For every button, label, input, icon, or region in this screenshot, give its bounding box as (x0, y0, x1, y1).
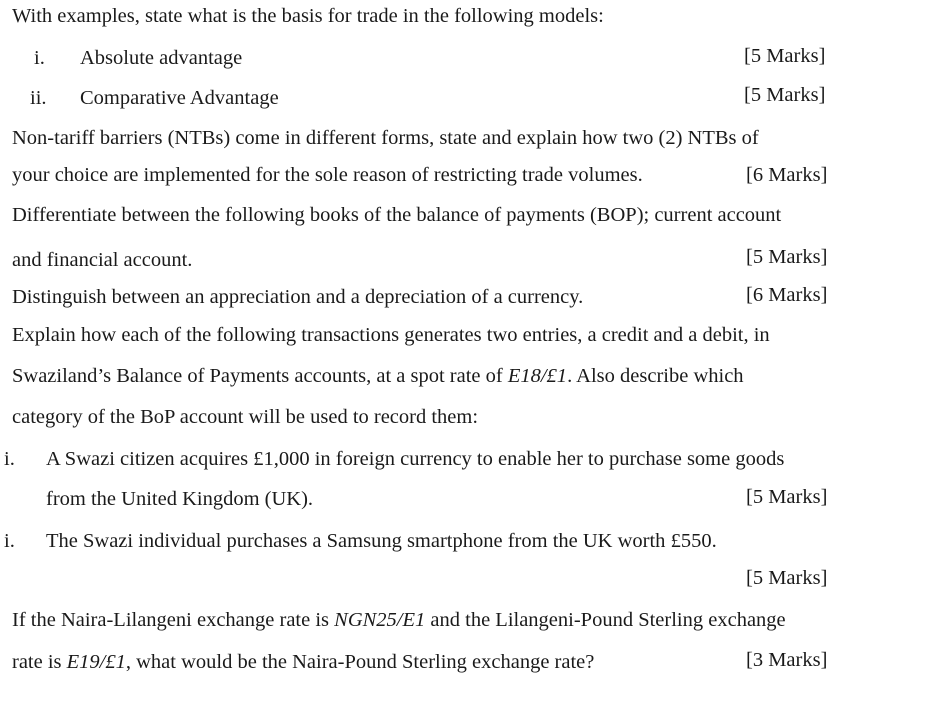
marks-label: [3 Marks] (746, 649, 828, 671)
sub-item-number: i. (4, 530, 15, 552)
sub-item-number: i. (34, 47, 45, 69)
sub-item-number: ii. (30, 87, 47, 109)
sub-item-text: Absolute advantage (80, 47, 243, 69)
marks-label: [5 Marks] (746, 486, 828, 508)
question-text: category of the BoP account will be used to record them: (12, 406, 479, 428)
sub-item-number: i. (4, 448, 15, 470)
marks-label: [5 Marks] (744, 45, 826, 67)
marks-label: [5 Marks] (744, 84, 826, 106)
spot-rate: E18/£1 (507, 365, 568, 387)
question-text: Non-tariff barriers (NTBs) come in different forms, state and explain how two (2) NTBs of (12, 127, 759, 149)
marks-label: [5 Marks] (746, 246, 828, 268)
marks-label: [5 Marks] (746, 567, 828, 589)
question-text: and financial account. (12, 249, 193, 271)
question-text: Differentiate between the following books of the balance of payments (BOP); current account (12, 204, 782, 226)
amount: £550 (670, 530, 712, 552)
question-text: Swaziland’s Balance of Payments accounts, at a spot rate of E18/£1. Also describe which (12, 365, 744, 387)
question-text: rate is E19/£1, what would be the Naira-Pound Sterling exchange rate? (12, 651, 595, 673)
exchange-rate: E19/£1 (66, 651, 126, 673)
sub-item-text: The Swazi individual purchases a Samsung smartphone from the UK worth £550. (46, 530, 717, 552)
exchange-rate: NGN25/E1 (334, 609, 426, 631)
marks-label: [6 Marks] (746, 284, 828, 306)
question-text: Distinguish between an appreciation and a depreciation of a currency. (12, 286, 584, 308)
question-intro: With examples, state what is the basis for trade in the following models: (12, 5, 604, 27)
question-text: your choice are implemented for the sole reason of restricting trade volumes. (12, 164, 643, 186)
sub-item-text: from the United Kingdom (UK). (46, 488, 314, 510)
sub-item-text: Comparative Advantage (80, 87, 279, 109)
sub-item-text: A Swazi citizen acquires £1,000 in foreign currency to enable her to purchase some goods (46, 448, 785, 470)
question-text: Explain how each of the following transactions generates two entries, a credit and a debit, in (12, 324, 770, 346)
question-text: If the Naira-Lilangeni exchange rate is NGN25/E1 and the Lilangeni-Pound Sterling exchange (12, 609, 786, 631)
marks-label: [6 Marks] (746, 164, 828, 186)
